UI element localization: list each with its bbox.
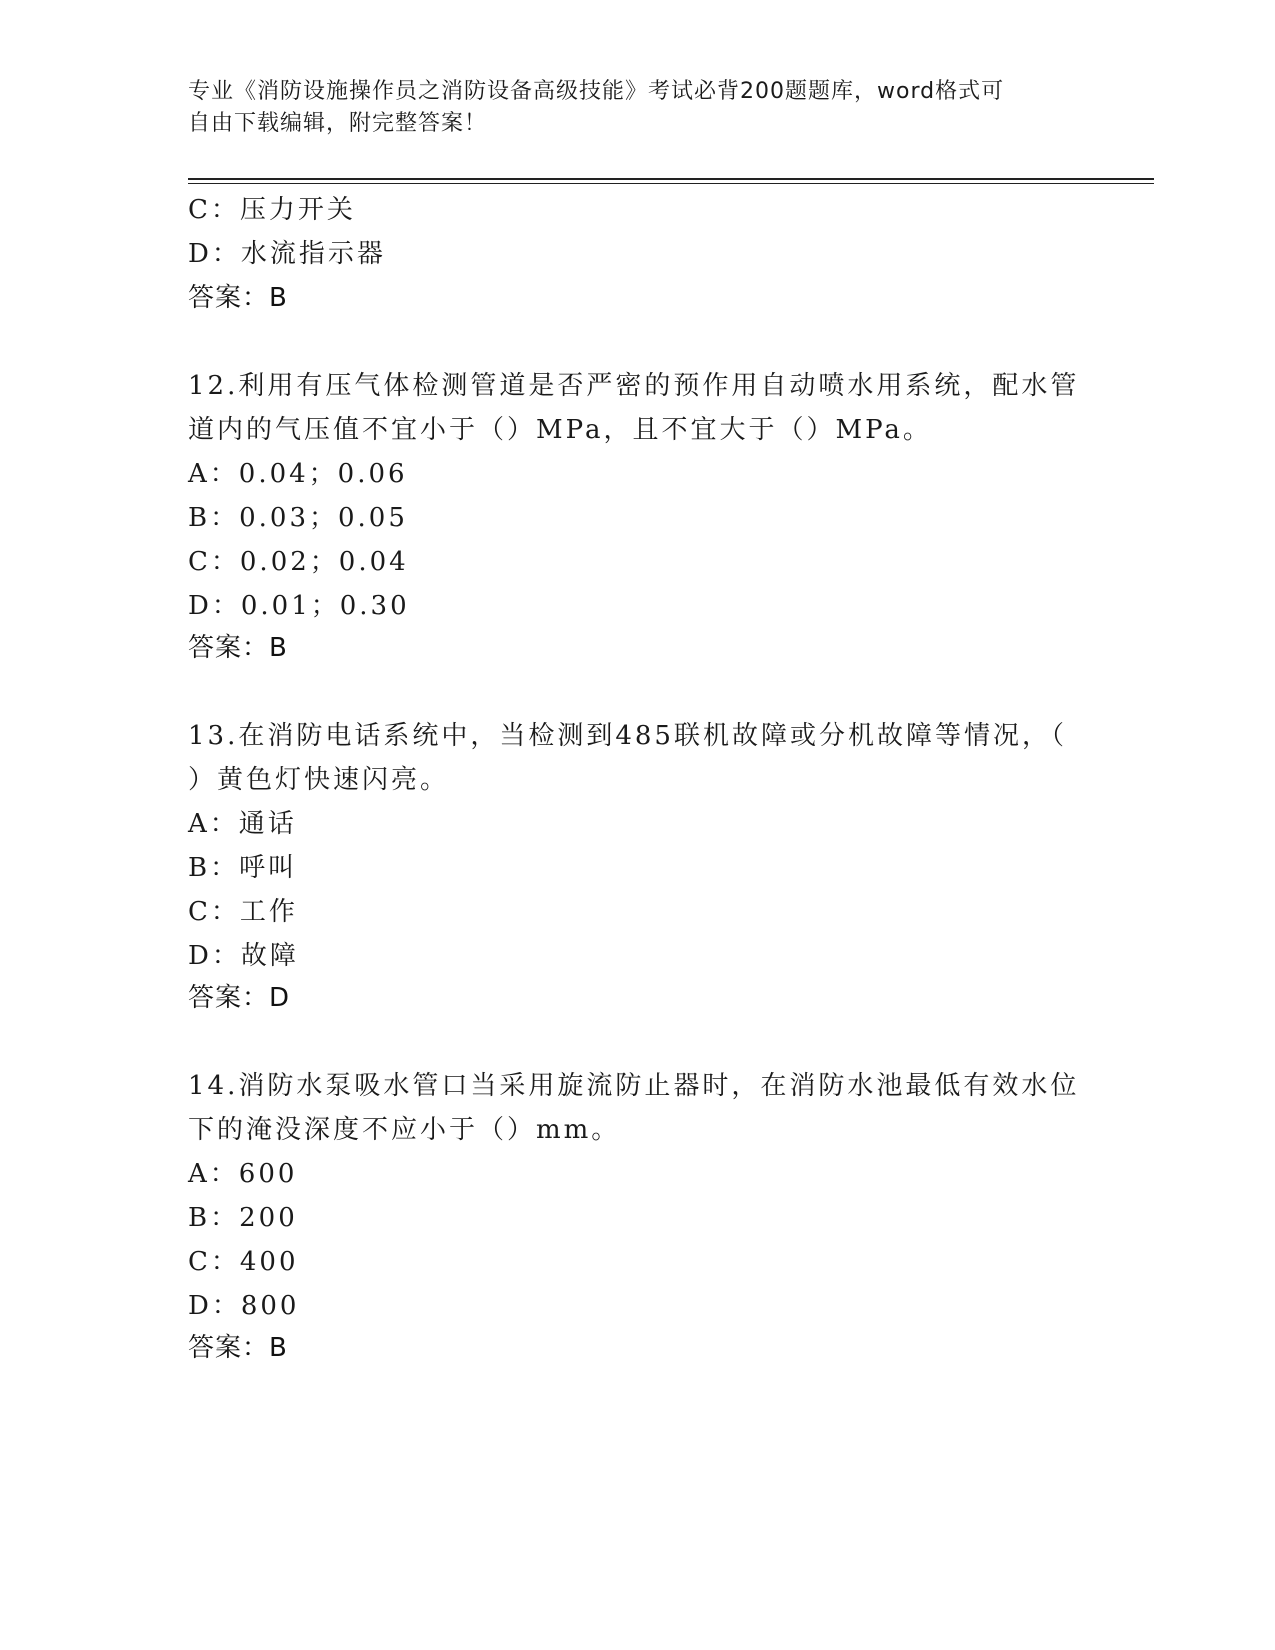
q12-stem-line-1: 12.利用有压气体检测管道是否严密的预作用自动喷水用系统，配水管 bbox=[188, 371, 1080, 401]
q13-stem-line-1: 13.在消防电话系统中，当检测到485联机故障或分机故障等情况，（ bbox=[188, 721, 1067, 751]
q13-answer: 答案：D bbox=[188, 983, 291, 1013]
header-rule bbox=[188, 178, 1154, 180]
q12-option-d: D：0.01；0.30 bbox=[188, 591, 410, 621]
q14-option-d: D：800 bbox=[188, 1291, 300, 1321]
header-line-1: 专业《消防设施操作员之消防设备高级技能》考试必背200题题库，word格式可 bbox=[188, 79, 1005, 104]
q14-option-c: C：400 bbox=[188, 1247, 299, 1277]
q12-option-c: C：0.02；0.04 bbox=[188, 547, 409, 577]
q13-stem-line-2: ）黄色灯快速闪亮。 bbox=[188, 765, 450, 795]
prev-option-d: D：水流指示器 bbox=[188, 239, 386, 269]
header-rule-thin bbox=[188, 183, 1154, 184]
header-line-2: 自由下载编辑，附完整答案！ bbox=[188, 111, 488, 136]
q14-option-a: A：600 bbox=[188, 1159, 298, 1189]
q13-option-c: C：工作 bbox=[188, 897, 298, 927]
q13-option-d: D：故障 bbox=[188, 941, 299, 971]
q12-option-a: A：0.04；0.06 bbox=[188, 459, 408, 489]
q14-stem-line-1: 14.消防水泵吸水管口当采用旋流防止器时，在消防水池最低有效水位 bbox=[188, 1071, 1080, 1101]
prev-option-c: C：压力开关 bbox=[188, 195, 356, 225]
q13-option-a: A：通话 bbox=[188, 809, 297, 839]
q13-option-b: B：呼叫 bbox=[188, 853, 298, 883]
q12-option-b: B：0.03；0.05 bbox=[188, 503, 408, 533]
document-header bbox=[188, 76, 1088, 140]
q14-stem-line-2: 下的淹没深度不应小于（）mm。 bbox=[188, 1115, 621, 1145]
q12-answer: 答案：B bbox=[188, 633, 288, 663]
q14-option-b: B：200 bbox=[188, 1203, 298, 1233]
q14-answer: 答案：B bbox=[188, 1333, 288, 1363]
q12-stem-line-2: 道内的气压值不宜小于（）MPa，且不宜大于（）MPa。 bbox=[188, 415, 932, 445]
prev-answer: 答案：B bbox=[188, 283, 288, 313]
